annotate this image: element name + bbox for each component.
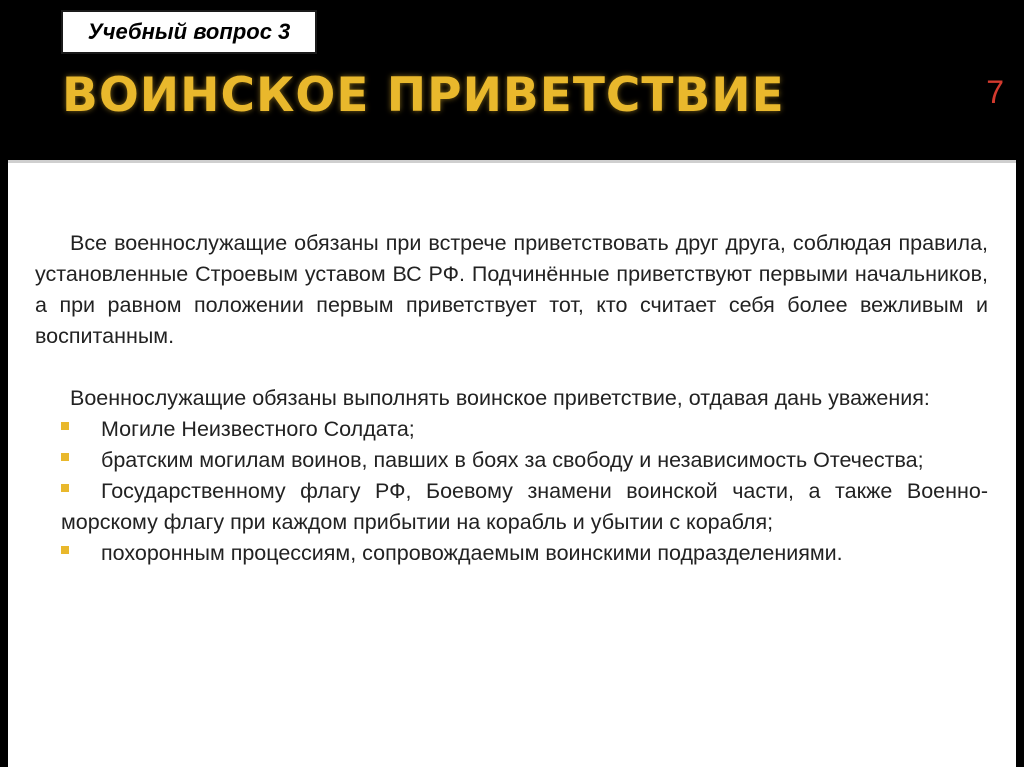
list-item-text: похоронным процессиям, сопровождаемым воинскими подразделениями.	[101, 541, 843, 565]
salute-list	[35, 414, 988, 569]
list-item	[61, 538, 988, 569]
paragraph-greeting-rules: Все военнослужащие обязаны при встрече приветствовать друг друга, соблюдая правила, установленные Строевым уставом ВС РФ. Подчинённые приветствуют первыми начальников, а при равном положении первым приветствует тот, кто считает себя более вежливым и воспитанным.	[35, 231, 988, 348]
square-bullet-icon	[61, 546, 69, 554]
square-bullet-icon	[61, 453, 69, 461]
list-item-text: Государственному флагу РФ, Боевому знамени воинской части, а также Военно-морскому флагу при каждом прибытии на корабль и убытии с корабля;	[61, 479, 988, 534]
list-item	[61, 414, 988, 445]
list-item-text: братским могилам воинов, павших в боях за свободу и независимость Отечества;	[101, 448, 924, 472]
square-bullet-icon	[61, 422, 69, 430]
square-bullet-icon	[61, 484, 69, 492]
list-item	[61, 445, 988, 476]
list-item-text: Могиле Неизвестного Солдата;	[101, 417, 415, 441]
paragraph-salute-duty: Военнослужащие обязаны выполнять воинское приветствие, отдавая дань уважения:	[70, 386, 930, 410]
slide-number: 7	[986, 74, 1004, 110]
slide-title: ВОИНСКОЕ ПРИВЕТСТВИЕ	[62, 68, 785, 123]
lesson-question-tag: Учебный вопрос 3	[61, 10, 317, 54]
slide-header	[0, 0, 1024, 160]
slide-body	[35, 228, 988, 569]
right-edge-border	[1016, 160, 1024, 767]
slide-content-panel	[8, 160, 1016, 767]
list-item	[61, 476, 988, 538]
